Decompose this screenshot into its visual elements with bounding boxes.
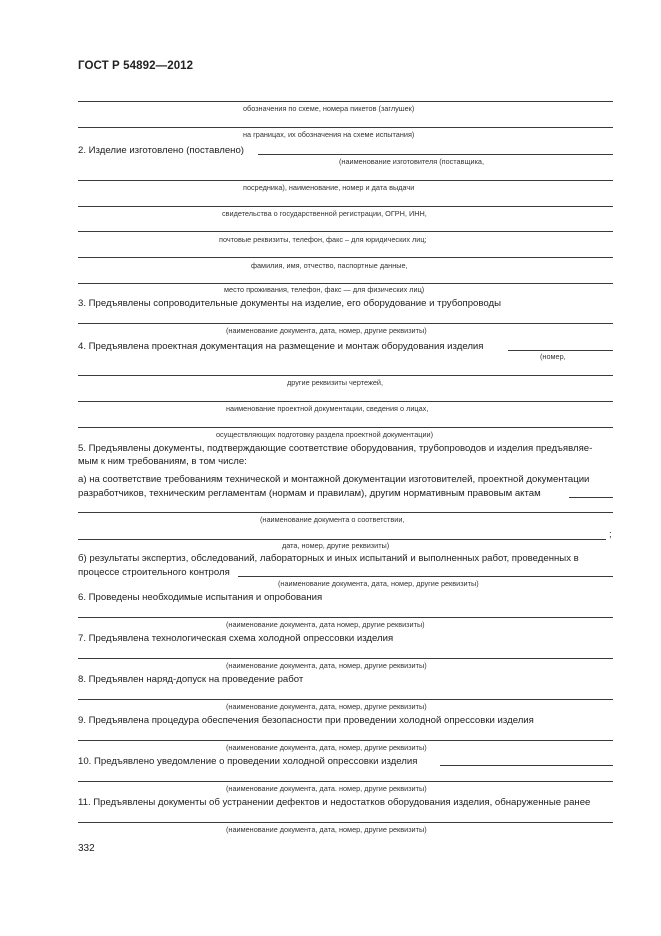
fill-line xyxy=(78,539,606,540)
fill-line xyxy=(238,576,613,577)
caption: почтовые реквизиты, телефон, факс – для юридических лиц; xyxy=(219,235,427,244)
caption: (наименование документа, дата, номер, другие реквизиты) xyxy=(226,702,427,711)
caption: свидетельства о государственной регистрации, ОГРН, ИНН, xyxy=(222,209,427,218)
page-number: 332 xyxy=(78,843,95,854)
caption: (наименование документа, дата, номер, другие реквизиты) xyxy=(226,743,427,752)
fill-line xyxy=(78,101,613,102)
fill-line xyxy=(78,257,613,258)
item-5b-cont: процессе строительного контроля xyxy=(78,567,230,578)
caption: осуществляющих подготовку раздела проектной документации) xyxy=(216,430,434,439)
fill-line xyxy=(78,781,613,782)
item-5-cont: мым к ним требованиям, в том числе: xyxy=(78,456,247,467)
caption: обозначения по схеме, номера пикетов (заглушек) xyxy=(243,104,415,113)
item-5a-cont: разработчиков, техническим регламентам (нормам и правилам), другим нормативным правовым актам xyxy=(78,488,541,499)
item-9: 9. Предъявлена процедура обеспечения безопасности при проведении холодной опрессовки изделия xyxy=(78,715,534,726)
caption: место проживания, телефон, факс — для физических лиц) xyxy=(224,285,425,294)
fill-line xyxy=(78,658,613,659)
fill-line xyxy=(78,375,613,376)
semicolon: ; xyxy=(609,529,612,540)
fill-line xyxy=(78,512,613,513)
fill-line xyxy=(78,822,613,823)
fill-line xyxy=(508,350,613,351)
fill-line xyxy=(78,401,613,402)
caption: фамилия, имя, отчество, паспортные данные, xyxy=(251,261,408,270)
fill-line xyxy=(440,765,613,766)
item-10: 10. Предъявлено уведомление о проведении холодной опрессовки изделия xyxy=(78,756,418,767)
fill-line xyxy=(78,127,613,128)
fill-line xyxy=(78,206,613,207)
item-7: 7. Предъявлена технологическая схема холодной опрессовки изделия xyxy=(78,633,394,644)
fill-line xyxy=(258,154,613,155)
caption: (наименование документа, дата, номер, другие реквизиты) xyxy=(278,579,479,588)
fill-line xyxy=(78,323,613,324)
fill-line xyxy=(78,180,613,181)
item-2: 2. Изделие изготовлено (поставлено) xyxy=(78,145,245,156)
item-5b: б) результаты экспертиз, обследований, лабораторных и иных испытаний и выполненных работ, проведенных в xyxy=(78,553,579,564)
item-6: 6. Проведены необходимые испытания и опробования xyxy=(78,592,323,603)
caption: (наименование документа, дата номер, другие реквизиты) xyxy=(226,620,425,629)
fill-line xyxy=(78,427,613,428)
caption: (наименование документа о соответствии, xyxy=(260,515,405,524)
caption: на границах, их обозначения на схеме испытания) xyxy=(243,130,415,139)
fill-line xyxy=(78,740,613,741)
caption: другие реквизиты чертежей, xyxy=(287,378,384,387)
item-8: 8. Предъявлен наряд-допуск на проведение работ xyxy=(78,674,304,685)
caption: (наименование документа, дата, номер, другие реквизиты) xyxy=(226,661,427,670)
item-4: 4. Предъявлена проектная документация на размещение и монтаж оборудования изделия xyxy=(78,341,484,352)
fill-line xyxy=(78,617,613,618)
caption: дата, номер, другие реквизиты) xyxy=(282,541,390,550)
caption: (номер, xyxy=(540,352,566,361)
item-5a: а) на соответствие требованиям технической и монтажной документации изготовителей, проектной документации xyxy=(78,474,590,485)
caption: (наименование изготовителя (поставщика, xyxy=(339,157,485,166)
item-5: 5. Предъявлены документы, подтверждающие соответствие оборудования, трубопроводов и изделия предъявляе- xyxy=(78,443,593,454)
fill-line xyxy=(78,283,613,284)
item-11: 11. Предъявлены документы об устранении дефектов и недостатков оборудования изделия, обнаруженные ранее xyxy=(78,797,591,808)
fill-line xyxy=(78,699,613,700)
caption: (наименование документа, дата, номер, другие реквизиты) xyxy=(226,825,427,834)
fill-line xyxy=(78,231,613,232)
fill-line xyxy=(569,497,613,498)
caption: наименование проектной документации, сведения о лицах, xyxy=(226,404,429,413)
item-3: 3. Предъявлены сопроводительные документы на изделие, его оборудование и трубопроводы xyxy=(78,298,502,309)
caption: посредника), наименование, номер и дата выдачи xyxy=(243,183,415,192)
caption: (наименование документа, дата, номер, другие реквизиты) xyxy=(226,326,427,335)
document-header: ГОСТ Р 54892—2012 xyxy=(78,60,194,72)
caption: (наименование документа, дата. номер, другие реквизиты) xyxy=(226,784,427,793)
